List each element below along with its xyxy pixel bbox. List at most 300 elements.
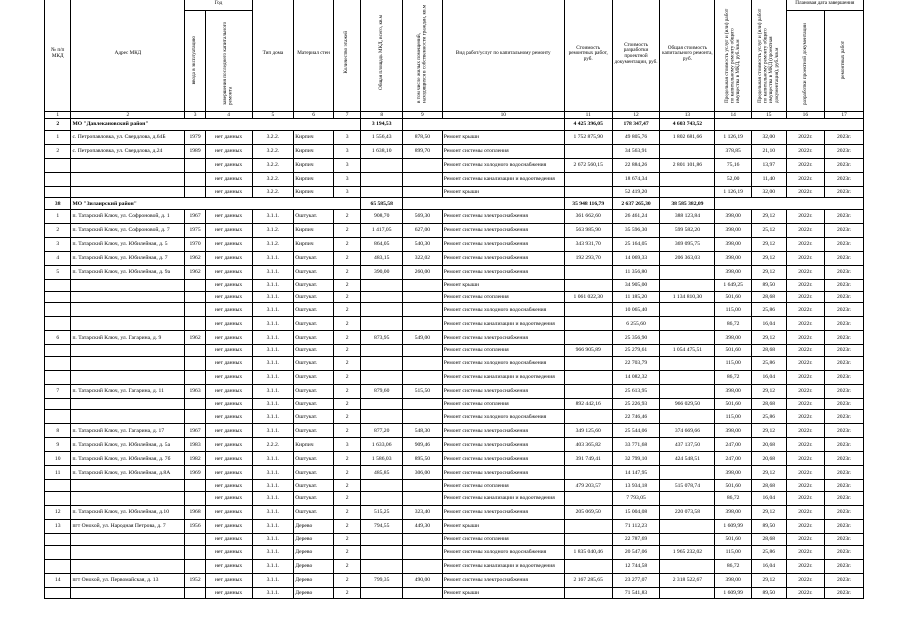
row-area-living: 490,00 <box>403 573 443 587</box>
header-limit-cost-1: Предельная стоимость услуг и (или) работ по капитальному ремонту общего имущества в МКД, руб./кв.м <box>715 0 752 112</box>
row-deadline-docs: 2022г. <box>786 144 825 158</box>
row-limit-cost-2: 16,04 <box>751 559 786 573</box>
row-floors: 2 <box>333 384 360 398</box>
row-cost-docs: 71 112,23 <box>612 519 660 533</box>
group-name: МО "Зилаирский район" <box>71 198 361 210</box>
group-cost-repair: 35 948 116,79 <box>564 198 612 210</box>
row-cost-docs: 18 674,34 <box>612 172 660 186</box>
row-year-overhaul: нет данных <box>205 356 252 370</box>
row-cost-docs: 6 255,60 <box>612 317 660 331</box>
row-house-type: 3.1.1. <box>252 545 294 559</box>
row-limit-cost-1: 501,60 <box>715 398 752 410</box>
row-cost-docs: 34 905,00 <box>612 279 660 291</box>
row-cost-docs: 34 563,91 <box>612 144 660 158</box>
row-year-commission <box>185 158 205 172</box>
row-address <box>71 158 185 172</box>
row-cost-repair: 391 749,41 <box>564 452 612 466</box>
row-number <box>45 158 71 172</box>
row-cost-docs: 52 419,20 <box>612 186 660 198</box>
row-work-type: Ремонт системы отопления <box>442 398 564 410</box>
row-work-type: Ремонт системы отопления <box>442 345 564 357</box>
row-limit-cost-2: 16,04 <box>751 370 786 384</box>
row-floors: 2 <box>333 223 360 237</box>
row-house-type: 3.1.1. <box>252 291 294 303</box>
row-area-living: 878,50 <box>403 130 443 144</box>
row-cost-total <box>660 265 715 279</box>
row-area-living: 260,00 <box>403 265 443 279</box>
row-deadline-docs: 2022г. <box>786 186 825 198</box>
row-limit-cost-2: 16,04 <box>751 491 786 505</box>
row-year-overhaul: нет данных <box>205 172 252 186</box>
row-year-commission <box>185 317 205 331</box>
row-cost-repair <box>564 533 612 545</box>
row-year-commission <box>185 559 205 573</box>
row-work-type: Ремонт системы канализации и водоотведения <box>442 491 564 505</box>
row-deadline-works: 2023г. <box>825 587 864 599</box>
row-wall-material: Кирпич <box>294 186 334 198</box>
row-limit-cost-2: 29,12 <box>751 424 786 438</box>
row-house-type: 3.1.2. <box>252 223 294 237</box>
row-wall-material: Оштукат. <box>294 410 334 424</box>
row-year-commission: 1967 <box>185 209 205 223</box>
row-work-type: Ремонт системы электроснабжения <box>442 251 564 265</box>
table-row <box>45 452 864 466</box>
group-name: МО "Давлекановский район" <box>71 119 361 131</box>
row-address: с. Петропавловка, ул. Свердлова, д.24 <box>71 144 185 158</box>
row-limit-cost-1: 86,72 <box>715 559 752 573</box>
row-house-type: 3.1.1. <box>252 466 294 480</box>
row-floors: 2 <box>333 491 360 505</box>
row-number: 6 <box>45 331 71 345</box>
row-house-type: 3.2.2. <box>252 158 294 172</box>
row-deadline-works: 2023г. <box>825 345 864 357</box>
row-floors: 2 <box>333 345 360 357</box>
row-address: п. Татарский Ключ, ул. Юбилейная, д. 5 <box>71 237 185 251</box>
row-limit-cost-1: 1 126,19 <box>715 186 752 198</box>
row-wall-material: Оштукат. <box>294 345 334 357</box>
row-number: 1 <box>45 209 71 223</box>
row-cost-repair: 479 203,57 <box>564 480 612 492</box>
row-house-type: 3.2.2. <box>252 172 294 186</box>
row-cost-docs: 49 805,76 <box>612 130 660 144</box>
row-area-living: 627,00 <box>403 223 443 237</box>
row-area-living <box>403 158 443 172</box>
row-deadline-docs: 2022г. <box>786 317 825 331</box>
row-work-type: Ремонт системы электроснабжения <box>442 573 564 587</box>
row-wall-material: Оштукат. <box>294 452 334 466</box>
row-floors: 2 <box>333 265 360 279</box>
row-area-total <box>361 279 403 291</box>
row-house-type: 3.1.1. <box>252 573 294 587</box>
row-number: 2 <box>45 223 71 237</box>
row-house-type: 3.1.1. <box>252 331 294 345</box>
row-limit-cost-1: 115,00 <box>715 356 752 370</box>
row-floors: 2 <box>333 303 360 317</box>
row-work-type: Ремонт системы электроснабжения <box>442 237 564 251</box>
row-limit-cost-1: 398,00 <box>715 251 752 265</box>
row-limit-cost-2: 32,00 <box>751 130 786 144</box>
row-year-commission: 1956 <box>185 519 205 533</box>
row-house-type: 3.1.1. <box>252 452 294 466</box>
table-row <box>45 370 864 384</box>
row-number <box>45 291 71 303</box>
row-year-overhaul: нет данных <box>205 545 252 559</box>
row-deadline-docs: 2022г. <box>786 251 825 265</box>
row-wall-material: Кирпич <box>294 144 334 158</box>
row-area-living <box>403 317 443 331</box>
row-cost-repair <box>564 279 612 291</box>
row-cost-repair: 349 125,60 <box>564 424 612 438</box>
row-wall-material: Оштукат. <box>294 398 334 410</box>
row-deadline-docs: 2022г. <box>786 545 825 559</box>
row-house-type: 3.1.1. <box>252 410 294 424</box>
row-floors: 2 <box>333 251 360 265</box>
row-deadline-works: 2023г. <box>825 466 864 480</box>
row-cost-repair: 1 752 875,90 <box>564 130 612 144</box>
row-area-living <box>403 491 443 505</box>
row-cost-docs: 22 787,69 <box>612 533 660 545</box>
row-floors: 2 <box>333 356 360 370</box>
table-row <box>45 345 864 357</box>
row-deadline-docs: 2022г. <box>786 491 825 505</box>
row-floors: 2 <box>333 533 360 545</box>
row-limit-cost-1: 398,00 <box>715 505 752 519</box>
row-cost-docs: 14 082,32 <box>612 370 660 384</box>
row-cost-total: 515 078,74 <box>660 480 715 492</box>
row-floors: 2 <box>333 317 360 331</box>
row-limit-cost-1: 398,00 <box>715 424 752 438</box>
header-year-group: Год <box>185 0 252 11</box>
row-wall-material: Кирпич <box>294 223 334 237</box>
row-cost-total: 1 134 810,30 <box>660 291 715 303</box>
row-house-type: 3.1.1. <box>252 356 294 370</box>
column-number: 2 <box>71 112 185 119</box>
row-year-commission <box>185 370 205 384</box>
row-year-overhaul: нет данных <box>205 158 252 172</box>
table-row <box>45 398 864 410</box>
row-work-type: Ремонт крыши <box>442 279 564 291</box>
row-year-commission: 1962 <box>185 251 205 265</box>
row-year-overhaul: нет данных <box>205 291 252 303</box>
row-house-type: 3.1.1. <box>252 303 294 317</box>
table-row <box>45 251 864 265</box>
row-cost-docs: 71 541,83 <box>612 587 660 599</box>
row-cost-docs: 25 544,06 <box>612 424 660 438</box>
row-deadline-docs: 2022г. <box>786 438 825 452</box>
row-area-total: 1 417,05 <box>361 223 403 237</box>
row-area-total: 873,95 <box>361 331 403 345</box>
row-cost-total <box>660 519 715 533</box>
row-deadline-docs: 2022г. <box>786 291 825 303</box>
row-limit-cost-1: 398,00 <box>715 223 752 237</box>
row-cost-repair <box>564 519 612 533</box>
row-area-living <box>403 545 443 559</box>
table-row <box>45 424 864 438</box>
header-num: № п/п МКД <box>45 0 71 112</box>
row-floors: 3 <box>333 172 360 186</box>
row-area-total <box>361 345 403 357</box>
row-limit-cost-1: 378,85 <box>715 144 752 158</box>
row-floors: 3 <box>333 186 360 198</box>
row-area-total <box>361 172 403 186</box>
row-limit-cost-2: 29,12 <box>751 331 786 345</box>
row-wall-material: Оштукат. <box>294 251 334 265</box>
row-limit-cost-2: 25,86 <box>751 410 786 424</box>
row-area-living <box>403 398 443 410</box>
row-limit-cost-2: 28,68 <box>751 533 786 545</box>
row-year-commission <box>185 587 205 599</box>
row-area-living <box>403 559 443 573</box>
row-area-total <box>361 491 403 505</box>
row-work-type: Ремонт системы электроснабжения <box>442 424 564 438</box>
row-cost-docs: 25 279,61 <box>612 345 660 357</box>
row-area-total <box>361 158 403 172</box>
row-wall-material: Дерево <box>294 587 334 599</box>
row-limit-cost-1: 247,00 <box>715 438 752 452</box>
row-deadline-works: 2023г. <box>825 480 864 492</box>
row-house-type: 3.1.1. <box>252 519 294 533</box>
row-work-type: Ремонт системы канализации и водоотведения <box>442 317 564 331</box>
row-limit-cost-2: 32,00 <box>751 186 786 198</box>
row-area-living: 323,40 <box>403 505 443 519</box>
row-area-total: 485,85 <box>361 466 403 480</box>
row-address: п. Татарский Ключ, ул. Юбилейная, д. 7б <box>71 452 185 466</box>
row-address: п. Татарский Ключ, ул. Софроновой, д. 1 <box>71 209 185 223</box>
table-row <box>45 533 864 545</box>
row-area-total: 864,05 <box>361 237 403 251</box>
row-cost-repair <box>564 356 612 370</box>
row-cost-total: 1 802 681,66 <box>660 130 715 144</box>
row-area-total <box>361 370 403 384</box>
table-row <box>45 172 864 186</box>
row-cost-repair: 892 442,16 <box>564 398 612 410</box>
header-cost-docs: Стоимость разработки проектной документации, руб. <box>612 0 660 112</box>
row-number <box>45 303 71 317</box>
column-number: 9 <box>403 112 443 119</box>
column-number: 17 <box>825 112 864 119</box>
row-address: пгт Онохой, ул. Первомайская, д. 13 <box>71 573 185 587</box>
row-deadline-works: 2023г. <box>825 438 864 452</box>
row-area-living: 322,02 <box>403 251 443 265</box>
table-row <box>45 559 864 573</box>
row-house-type: 2.2.2. <box>252 438 294 452</box>
row-area-living <box>403 356 443 370</box>
row-year-overhaul: нет данных <box>205 410 252 424</box>
row-area-total: 794,55 <box>361 519 403 533</box>
row-deadline-docs: 2022г. <box>786 398 825 410</box>
row-number: 1 <box>45 130 71 144</box>
row-area-total: 483,15 <box>361 251 403 265</box>
row-cost-total <box>660 587 715 599</box>
row-wall-material: Оштукат. <box>294 491 334 505</box>
row-limit-cost-2: 29,12 <box>751 466 786 480</box>
row-area-total <box>361 545 403 559</box>
row-deadline-docs: 2022г. <box>786 452 825 466</box>
row-floors: 2 <box>333 505 360 519</box>
row-year-overhaul: нет данных <box>205 345 252 357</box>
row-number <box>45 345 71 357</box>
row-number: 13 <box>45 519 71 533</box>
row-cost-docs: 25 356,90 <box>612 331 660 345</box>
row-cost-total: 2 801 101,86 <box>660 158 715 172</box>
row-limit-cost-1: 115,00 <box>715 303 752 317</box>
row-floors: 2 <box>333 209 360 223</box>
row-work-type: Ремонт системы отопления <box>442 533 564 545</box>
row-deadline-docs: 2022г. <box>786 587 825 599</box>
row-work-type: Ремонт системы электроснабжения <box>442 265 564 279</box>
row-limit-cost-2: 28,68 <box>751 398 786 410</box>
row-year-commission <box>185 279 205 291</box>
row-area-total: 799,35 <box>361 573 403 587</box>
row-limit-cost-1: 398,00 <box>715 237 752 251</box>
group-row <box>45 119 864 131</box>
row-cost-docs: 25 613,95 <box>612 384 660 398</box>
row-limit-cost-2: 28,68 <box>751 345 786 357</box>
row-area-living: 909,46 <box>403 438 443 452</box>
group-cost-docs: 2 637 265,30 <box>612 198 660 210</box>
row-wall-material: Оштукат. <box>294 279 334 291</box>
row-deadline-docs: 2022г. <box>786 158 825 172</box>
row-house-type: 3.1.1. <box>252 370 294 384</box>
row-wall-material: Кирпич <box>294 237 334 251</box>
row-cost-docs: 10 065,40 <box>612 303 660 317</box>
row-number <box>45 545 71 559</box>
row-area-total: 879,60 <box>361 384 403 398</box>
row-year-commission: 1967 <box>185 424 205 438</box>
row-house-type: 3.2.2. <box>252 130 294 144</box>
row-area-total <box>361 410 403 424</box>
row-wall-material: Оштукат. <box>294 331 334 345</box>
row-area-total <box>361 559 403 573</box>
row-limit-cost-1: 398,00 <box>715 331 752 345</box>
row-deadline-docs: 2022г. <box>786 424 825 438</box>
row-year-overhaul: нет данных <box>205 491 252 505</box>
row-deadline-works: 2023г. <box>825 424 864 438</box>
row-year-commission <box>185 291 205 303</box>
row-cost-total <box>660 303 715 317</box>
row-limit-cost-1: 52,00 <box>715 172 752 186</box>
row-cost-repair: 2 167 285,65 <box>564 573 612 587</box>
row-number <box>45 559 71 573</box>
row-address <box>71 587 185 599</box>
row-area-total <box>361 533 403 545</box>
row-work-type: Ремонт крыши <box>442 519 564 533</box>
table-row <box>45 410 864 424</box>
row-limit-cost-1: 398,00 <box>715 209 752 223</box>
row-deadline-works: 2023г. <box>825 303 864 317</box>
row-year-overhaul: нет данных <box>205 303 252 317</box>
row-year-commission <box>185 398 205 410</box>
row-area-living <box>403 291 443 303</box>
row-year-overhaul: нет данных <box>205 251 252 265</box>
row-limit-cost-1: 1 649,25 <box>715 279 752 291</box>
row-year-commission: 1979 <box>185 130 205 144</box>
row-cost-repair <box>564 303 612 317</box>
row-cost-docs: 23 277,07 <box>612 573 660 587</box>
row-year-overhaul: нет данных <box>205 587 252 599</box>
row-number: 11 <box>45 466 71 480</box>
row-wall-material: Оштукат. <box>294 356 334 370</box>
row-number: 5 <box>45 265 71 279</box>
row-limit-cost-2: 25,86 <box>751 356 786 370</box>
header-deadline-group: Плановая дата завершения <box>786 0 863 11</box>
row-deadline-docs: 2022г. <box>786 533 825 545</box>
row-floors: 3 <box>333 158 360 172</box>
row-year-commission: 1952 <box>185 573 205 587</box>
table-row <box>45 587 864 599</box>
row-limit-cost-1: 86,72 <box>715 491 752 505</box>
row-cost-repair: 1 061 022,30 <box>564 291 612 303</box>
row-limit-cost-1: 247,00 <box>715 452 752 466</box>
row-year-overhaul: нет данных <box>205 317 252 331</box>
row-address: п. Татарский Ключ, ул. Гагарина, д. 11 <box>71 384 185 398</box>
row-address: п. Татарский Ключ, ул. Юбилейная, д. 7 <box>71 251 185 265</box>
row-area-living <box>403 533 443 545</box>
row-work-type: Ремонт системы отопления <box>442 291 564 303</box>
row-deadline-works: 2023г. <box>825 505 864 519</box>
row-area-living <box>403 279 443 291</box>
row-address <box>71 370 185 384</box>
row-limit-cost-2: 29,12 <box>751 573 786 587</box>
row-number <box>45 491 71 505</box>
group-number: 38 <box>45 198 71 210</box>
row-limit-cost-2: 89,50 <box>751 587 786 599</box>
column-number: 10 <box>442 112 564 119</box>
row-deadline-works: 2023г. <box>825 172 864 186</box>
header-cost-repair: Стоимость ремонтных работ, руб. <box>564 0 612 112</box>
row-cost-total: 599 582,20 <box>660 223 715 237</box>
row-cost-total: 966 029,50 <box>660 398 715 410</box>
row-house-type: 3.1.1. <box>252 505 294 519</box>
row-deadline-works: 2023г. <box>825 533 864 545</box>
table-row <box>45 291 864 303</box>
row-year-overhaul: нет данных <box>205 384 252 398</box>
row-address <box>71 545 185 559</box>
row-work-type: Ремонт системы электроснабжения <box>442 223 564 237</box>
row-limit-cost-2: 29,12 <box>751 265 786 279</box>
row-work-type: Ремонт крыши <box>442 130 564 144</box>
row-cost-docs: 20 547,06 <box>612 545 660 559</box>
row-cost-total: 206 363,03 <box>660 251 715 265</box>
row-deadline-works: 2023г. <box>825 331 864 345</box>
row-cost-repair <box>564 144 612 158</box>
row-floors: 2 <box>333 559 360 573</box>
row-year-overhaul: нет данных <box>205 398 252 410</box>
row-number: 10 <box>45 452 71 466</box>
row-year-commission: 1962 <box>185 331 205 345</box>
column-number: 14 <box>715 112 752 119</box>
row-year-overhaul: нет данных <box>205 144 252 158</box>
row-house-type: 3.1.2. <box>252 237 294 251</box>
row-limit-cost-2: 89,50 <box>751 519 786 533</box>
row-deadline-docs: 2022г. <box>786 223 825 237</box>
row-area-total <box>361 398 403 410</box>
row-limit-cost-2: 25,86 <box>751 545 786 559</box>
row-deadline-works: 2023г. <box>825 317 864 331</box>
group-number: 2 <box>45 119 71 131</box>
row-limit-cost-1: 398,00 <box>715 466 752 480</box>
row-cost-docs: 14 147,95 <box>612 466 660 480</box>
row-house-type: 3.1.1. <box>252 317 294 331</box>
row-number: 4 <box>45 251 71 265</box>
row-deadline-works: 2023г. <box>825 545 864 559</box>
row-work-type: Ремонт системы канализации и водоотведения <box>442 172 564 186</box>
row-year-overhaul: нет данных <box>205 370 252 384</box>
row-house-type: 3.1.1. <box>252 398 294 410</box>
header-area-total: Общая площадь МКД, всего, кв.м <box>361 0 403 112</box>
row-wall-material: Кирпич <box>294 438 334 452</box>
row-deadline-works: 2023г. <box>825 237 864 251</box>
